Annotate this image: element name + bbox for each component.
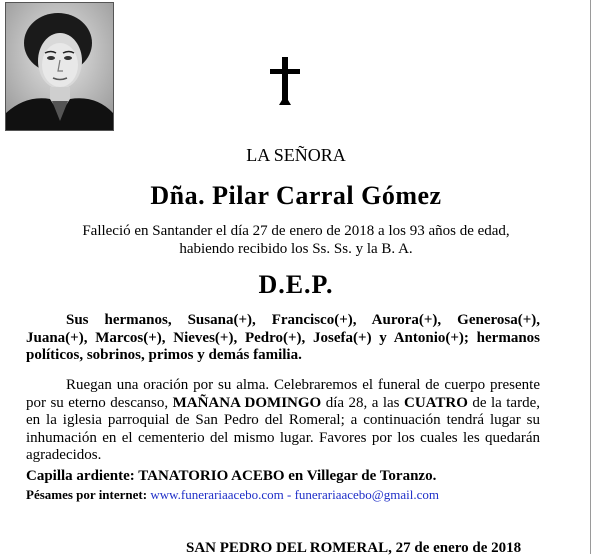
death-notice-line-1: Falleció en Santander el día 27 de enero de 2018 a los 93 años de edad, <box>82 223 510 239</box>
funeral-text-3: de la tarde, en la iglesia parroquial de San Pedro del Romeral; a continuación tendrá lugar su inhumación en el cementerio del mismo lugar. Favores por los cuales les quedarán agradecidos. <box>26 394 540 463</box>
portrait-photo <box>5 2 114 131</box>
chapel-info: Capilla ardiente: TANATORIO ACEBO en Villegar de Toranzo. <box>26 468 437 484</box>
deceased-name: Dña. Pilar Carral Gómez <box>150 181 442 210</box>
funeral-text-2: día 28, a las <box>321 394 404 411</box>
condolences-line <box>26 486 439 503</box>
obituary-card <box>2 0 591 554</box>
latin-cross-icon <box>267 55 303 107</box>
website-link[interactable]: www.funerariaacebo.com <box>150 487 284 502</box>
funeral-day: MAÑANA DOMINGO <box>172 394 322 411</box>
death-notice <box>2 222 590 258</box>
link-separator: - <box>283 487 295 502</box>
family-paragraph: Sus hermanos, Susana(+), Francisco(+), Aurora(+), Generosa(+), Juana(+), Marcos(+), Nieves(+), Pedro(+), Josefa(+) y Antonio(+); hermanos políticos, sobrinos, primos y demás familia. <box>26 312 540 363</box>
salutation: LA SEÑORA <box>246 145 346 165</box>
condolences-label: Pésames por internet: <box>26 487 148 502</box>
funeral-time: CUATRO <box>403 394 468 411</box>
funeral-text-1: Ruegan una oración por su alma. Celebraremos el funeral de cuerpo presente por su eterno descanso, <box>26 377 540 411</box>
place-date-footer: SAN PEDRO DEL ROMERAL, 27 de enero de 2018 <box>186 540 522 556</box>
funeral-paragraph <box>26 377 540 465</box>
dep-heading: D.E.P. <box>258 270 334 299</box>
email-link[interactable]: funerariaacebo@gmail.com <box>294 487 440 502</box>
death-notice-line-2: habiendo recibido los Ss. Ss. y la B. A. <box>179 241 413 257</box>
